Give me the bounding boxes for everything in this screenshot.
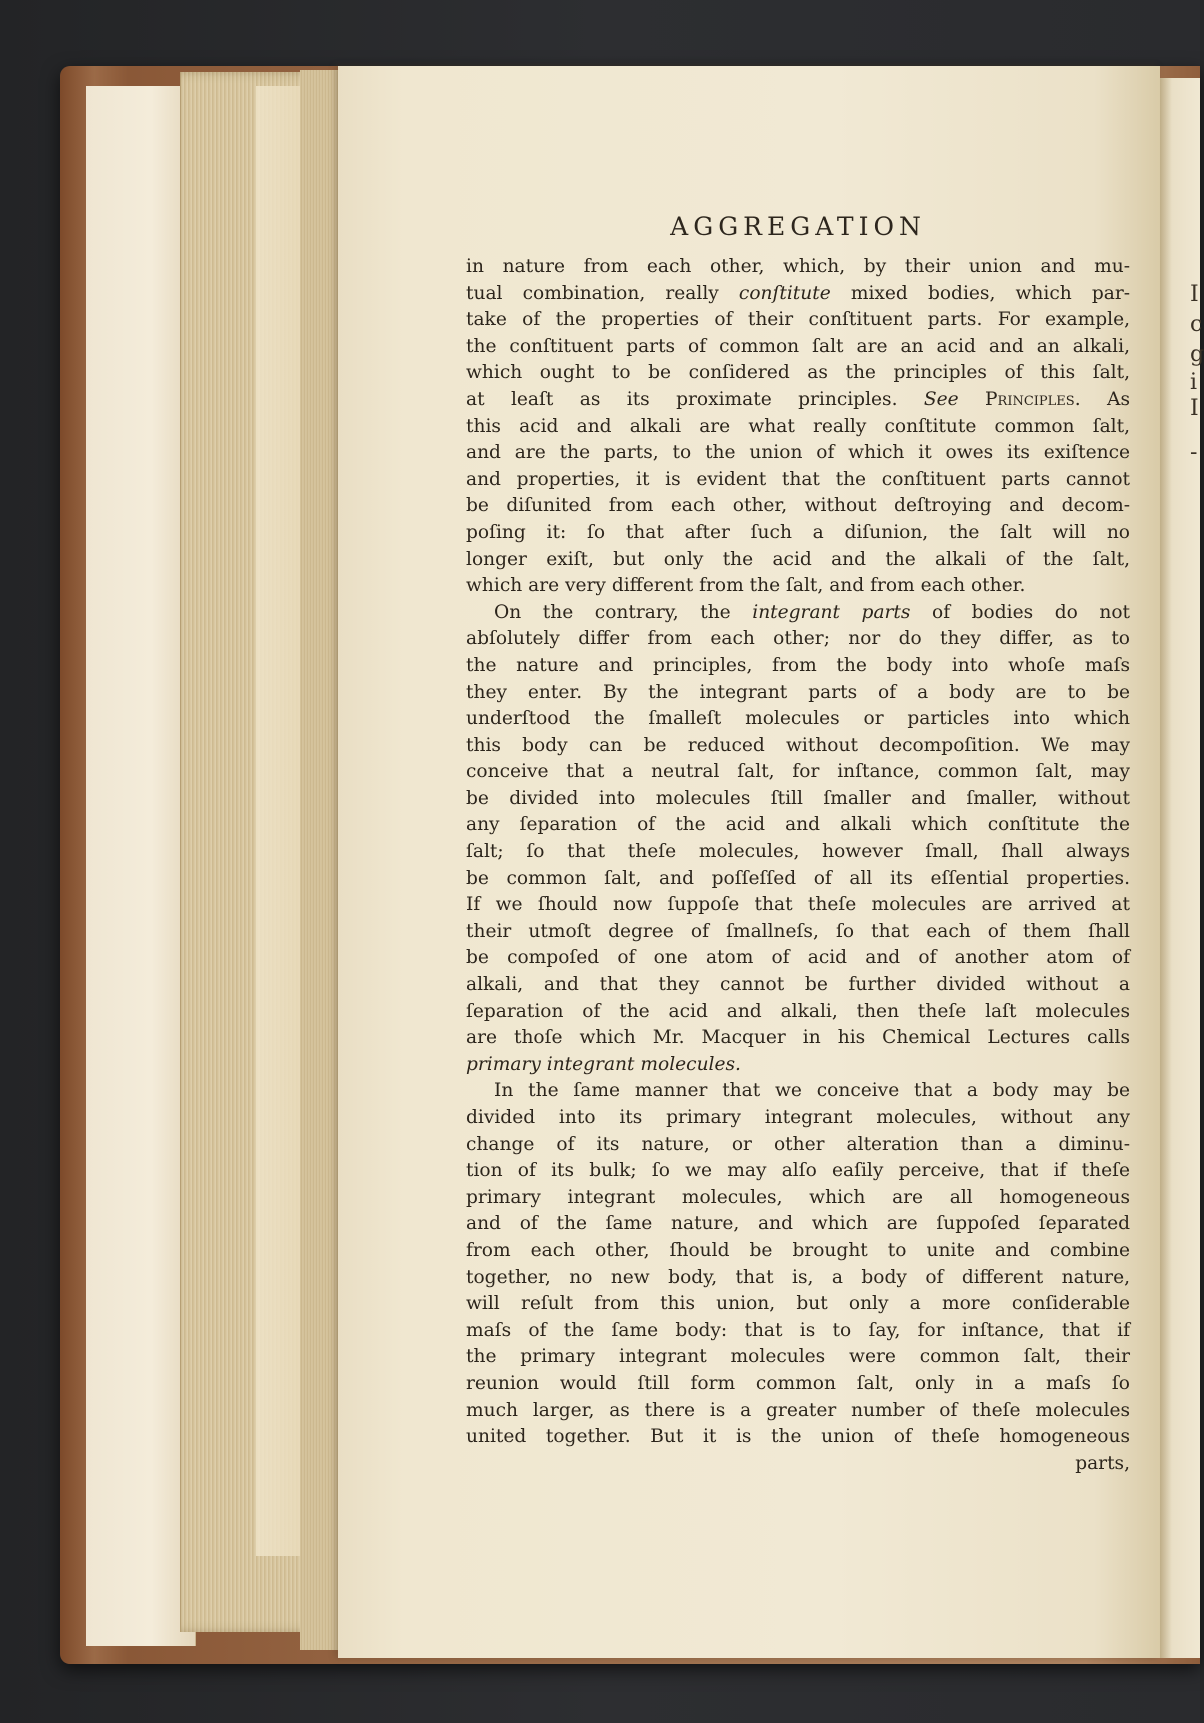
text-line: ſeparation of the acid and alkali, then theſe laſt molecules [466,1000,1130,1022]
text-line: be diſunited from each other, without deſtroying and decom- [466,495,1130,517]
text-line: much larger, as there is a greater number of theſe molecules [466,1399,1130,1421]
text-line: take of the properties of their conſtituent parts. For example, [466,309,1130,331]
text-line: be divided into molecules ſtill ſmaller and ſmaller, without [466,787,1130,809]
page-content [466,212,1130,1477]
text-line: primary integrant molecules. [466,1053,741,1075]
facing-page-mark: i [1190,370,1198,395]
text-line: and of the ſame nature, and which are ſuppoſed ſeparated [466,1213,1130,1235]
text-line: If we ſhould now ſuppoſe that theſe molecules are arrived at [466,894,1130,916]
text-line: which ought to be conſidered as the principles of this ſalt, [466,362,1130,384]
text-line: tual combination, really conſtitute mixed bodies, which par- [466,282,1131,304]
text-line: be compoſed of one atom of acid and of another atom of [466,947,1130,969]
text-line: from each other, ſhould be brought to unite and combine [466,1239,1130,1261]
text-line: be common ſalt, and poſſeſſed of all its eſſential properties. [466,867,1130,889]
text-line: maſs of the ſame body: that is to ſay, for inſtance, that if [466,1319,1130,1341]
text-line: this acid and alkali are what really conſtitute common ſalt, [466,415,1130,437]
text-line: ſalt; ſo that theſe molecules, however ſmall, ſhall always [466,841,1130,863]
text-line: the nature and principles, from the body into whoſe maſs [466,654,1130,676]
text-line: any ſeparation of the acid and alkali which conſtitute the [466,814,1130,836]
text-line: the primary integrant molecules were common ſalt, their [466,1346,1130,1368]
running-head: AGGREGATION [670,212,926,241]
facing-page-mark: - [1190,440,1198,465]
text-line: and are the parts, to the union of which it owes its exiſtence [466,442,1130,464]
text-line: united together. But it is the union of theſe homogeneous [466,1426,1130,1448]
text-line: primary integrant molecules, which are all homogeneous [466,1186,1130,1208]
facing-page-mark: c [1190,312,1203,337]
page-block-inner-edges [300,70,340,1650]
text-line: tion of its bulk; ſo we may alſo eaſily perceive, that if theſe [466,1160,1130,1182]
facing-page-mark: I [1190,396,1199,421]
text-line: conceive that a neutral ſalt, for inſtance, common ſalt, may [466,761,1130,783]
text-line: this body can be reduced without decompoſition. We may [466,734,1130,756]
text-line: and properties, it is evident that the conſtituent parts cannot [466,468,1130,490]
text-line: in nature from each other, which, by their union and mu- [466,256,1130,277]
text-line: alkali, and that they cannot be further divided without a [466,974,1130,996]
text-line: underſtood the ſmalleſt molecules or particles into which [466,708,1130,730]
text-line: are thoſe which Mr. Macquer in his Chemical Lectures calls [466,1027,1130,1049]
text-line: together, no new body, that is, a body of different nature, [466,1266,1130,1288]
facing-page-mark: I [1190,282,1199,307]
text-line: at leaſt as its proximate principles. See Principles. As [466,388,1130,410]
text-line: they enter. By the integrant parts of a body are to be [466,681,1130,703]
text-line: longer exiſt, but only the acid and the alkali of the ſalt, [466,548,1130,570]
facing-page-mark: g [1190,342,1204,367]
text-line: poſing it: ſo that after ſuch a diſunion, the ſalt will no [466,521,1130,543]
page-body-text [466,254,1130,1477]
text-line: which are very different from the ſalt, and from each other. [466,575,1026,597]
page-block-highlight [256,86,300,1556]
text-line: their utmoſt degree of ſmallneſs, ſo that each of them ſhall [466,920,1130,942]
catchword: parts, [1075,1452,1130,1474]
text-line: On the contrary, the integrant parts of bodies do not [494,601,1131,623]
text-line: change of its nature, or other alteration than a diminu- [466,1133,1130,1155]
text-line: reunion would ſtill form common ſalt, only in a maſs ſo [466,1372,1130,1394]
text-line: will reſult from this union, but only a more conſiderable [466,1293,1130,1315]
text-line: divided into its primary integrant molecules, without any [466,1107,1130,1128]
text-line: abſolutely differ from each other; nor do they differ, as to [466,628,1130,650]
text-line: In the ſame manner that we conceive that a body may be [494,1080,1130,1102]
text-line: the conſtituent parts of common ſalt are an acid and an alkali, [466,335,1130,357]
